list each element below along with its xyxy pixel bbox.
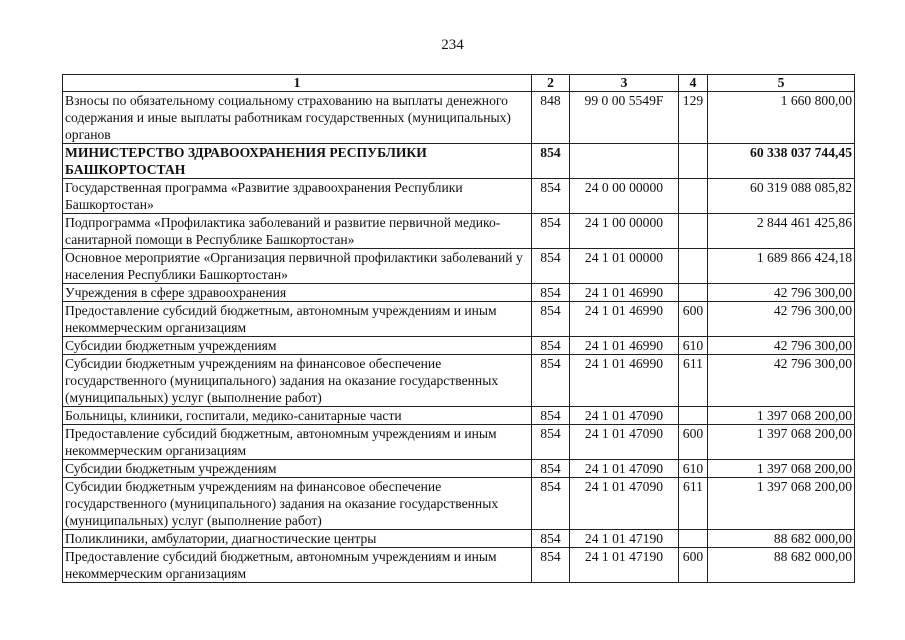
row-name-cell: Больницы, клиники, госпитали, медико-санитарные части <box>63 407 532 425</box>
ved-code-cell: 854 <box>532 478 570 530</box>
program-code-cell: 24 1 01 47090 <box>570 407 679 425</box>
table-row <box>63 144 855 179</box>
ved-code-cell: 848 <box>532 92 570 144</box>
ved-code-cell: 854 <box>532 337 570 355</box>
program-code-cell: 24 1 01 47190 <box>570 548 679 583</box>
program-code-cell: 24 1 01 47090 <box>570 478 679 530</box>
table-row <box>63 548 855 583</box>
table-row <box>63 355 855 407</box>
row-name-cell: Субсидии бюджетным учреждениям <box>63 337 532 355</box>
program-code-cell: 24 0 00 00000 <box>570 179 679 214</box>
column-header: 3 <box>570 75 679 92</box>
column-header: 2 <box>532 75 570 92</box>
ved-code-cell: 854 <box>532 284 570 302</box>
amount-cell: 60 338 037 744,45 <box>708 144 855 179</box>
amount-cell: 1 397 068 200,00 <box>708 407 855 425</box>
amount-cell: 1 689 866 424,18 <box>708 249 855 284</box>
program-code-cell: 24 1 01 46990 <box>570 355 679 407</box>
expense-type-cell: 611 <box>679 478 708 530</box>
expense-type-cell <box>679 249 708 284</box>
row-name-cell: Субсидии бюджетным учреждениям на финансовое обеспечение государственного (муниципального) задания на оказание государственных (муниципальных) услуг (выполнение работ) <box>63 478 532 530</box>
expense-type-cell: 600 <box>679 548 708 583</box>
table-row <box>63 214 855 249</box>
amount-cell: 88 682 000,00 <box>708 530 855 548</box>
budget-table <box>62 74 855 583</box>
row-name-cell: Учреждения в сфере здравоохранения <box>63 284 532 302</box>
table-row <box>63 179 855 214</box>
ved-code-cell: 854 <box>532 530 570 548</box>
row-name-cell: Поликлиники, амбулатории, диагностические центры <box>63 530 532 548</box>
expense-type-cell <box>679 284 708 302</box>
amount-cell: 1 660 800,00 <box>708 92 855 144</box>
expense-type-cell <box>679 530 708 548</box>
row-name-cell: Государственная программа «Развитие здравоохранения Республики Башкортостан» <box>63 179 532 214</box>
expense-type-cell: 611 <box>679 355 708 407</box>
amount-cell: 42 796 300,00 <box>708 284 855 302</box>
program-code-cell: 24 1 01 47090 <box>570 425 679 460</box>
ved-code-cell: 854 <box>532 214 570 249</box>
row-name-cell: МИНИСТЕРСТВО ЗДРАВООХРАНЕНИЯ РЕСПУБЛИКИ БАШКОРТОСТАН <box>63 144 532 179</box>
expense-type-cell: 610 <box>679 460 708 478</box>
ved-code-cell: 854 <box>532 179 570 214</box>
row-name-cell: Субсидии бюджетным учреждениям <box>63 460 532 478</box>
row-name-cell: Взносы по обязательному социальному страхованию на выплаты денежного содержания и иные выплаты работникам государственных (муниципальных) органов <box>63 92 532 144</box>
program-code-cell <box>570 144 679 179</box>
table-row <box>63 530 855 548</box>
program-code-cell: 24 1 01 47190 <box>570 530 679 548</box>
table-header-row <box>63 75 855 92</box>
table-body <box>63 92 855 583</box>
ved-code-cell: 854 <box>532 407 570 425</box>
ved-code-cell: 854 <box>532 302 570 337</box>
table-row <box>63 337 855 355</box>
column-header: 1 <box>63 75 532 92</box>
expense-type-cell: 129 <box>679 92 708 144</box>
table-row <box>63 249 855 284</box>
amount-cell: 2 844 461 425,86 <box>708 214 855 249</box>
amount-cell: 60 319 088 085,82 <box>708 179 855 214</box>
expense-type-cell: 610 <box>679 337 708 355</box>
program-code-cell: 24 1 01 00000 <box>570 249 679 284</box>
row-name-cell: Подпрограмма «Профилактика заболеваний и развитие первичной медико-санитарной помощи в Республике Башкортостан» <box>63 214 532 249</box>
table-row <box>63 302 855 337</box>
expense-type-cell <box>679 214 708 249</box>
amount-cell: 1 397 068 200,00 <box>708 460 855 478</box>
program-code-cell: 99 0 00 5549F <box>570 92 679 144</box>
expense-type-cell <box>679 179 708 214</box>
amount-cell: 42 796 300,00 <box>708 302 855 337</box>
expense-type-cell: 600 <box>679 425 708 460</box>
program-code-cell: 24 1 01 46990 <box>570 302 679 337</box>
column-header: 4 <box>679 75 708 92</box>
ved-code-cell: 854 <box>532 249 570 284</box>
table-row <box>63 478 855 530</box>
expense-type-cell <box>679 144 708 179</box>
row-name-cell: Предоставление субсидий бюджетным, автономным учреждениям и иным некоммерческим организациям <box>63 425 532 460</box>
amount-cell: 42 796 300,00 <box>708 337 855 355</box>
ved-code-cell: 854 <box>532 548 570 583</box>
row-name-cell: Основное мероприятие «Организация первичной профилактики заболеваний у населения Республики Башкортостан» <box>63 249 532 284</box>
table-row <box>63 460 855 478</box>
table-row <box>63 284 855 302</box>
table-row <box>63 407 855 425</box>
amount-cell: 1 397 068 200,00 <box>708 425 855 460</box>
amount-cell: 88 682 000,00 <box>708 548 855 583</box>
column-header: 5 <box>708 75 855 92</box>
program-code-cell: 24 1 01 46990 <box>570 337 679 355</box>
row-name-cell: Предоставление субсидий бюджетным, автономным учреждениям и иным некоммерческим организациям <box>63 548 532 583</box>
ved-code-cell: 854 <box>532 144 570 179</box>
program-code-cell: 24 1 01 46990 <box>570 284 679 302</box>
amount-cell: 1 397 068 200,00 <box>708 478 855 530</box>
row-name-cell: Предоставление субсидий бюджетным, автономным учреждениям и иным некоммерческим организациям <box>63 302 532 337</box>
table-row <box>63 425 855 460</box>
table-row <box>63 92 855 144</box>
amount-cell: 42 796 300,00 <box>708 355 855 407</box>
program-code-cell: 24 1 01 47090 <box>570 460 679 478</box>
row-name-cell: Субсидии бюджетным учреждениям на финансовое обеспечение государственного (муниципального) задания на оказание государственных (муниципальных) услуг (выполнение работ) <box>63 355 532 407</box>
ved-code-cell: 854 <box>532 355 570 407</box>
ved-code-cell: 854 <box>532 460 570 478</box>
page-number: 234 <box>441 37 464 53</box>
expense-type-cell <box>679 407 708 425</box>
expense-type-cell: 600 <box>679 302 708 337</box>
ved-code-cell: 854 <box>532 425 570 460</box>
program-code-cell: 24 1 00 00000 <box>570 214 679 249</box>
